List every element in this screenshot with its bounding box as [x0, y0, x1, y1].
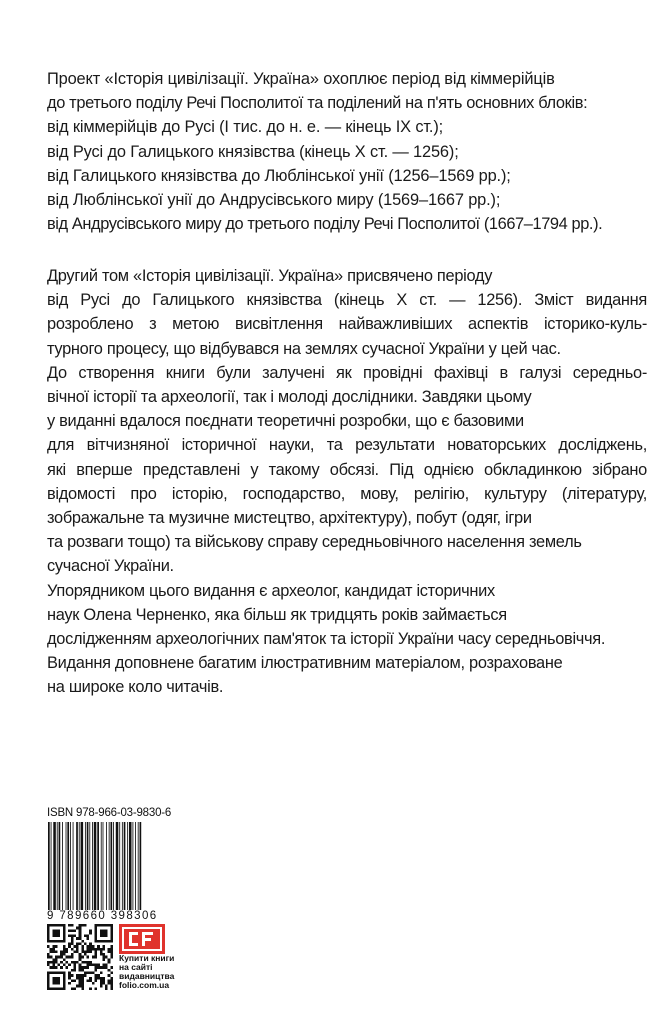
series-intro-paragraph	[47, 67, 647, 236]
text-line: Проект «Історія цивілізації. Україна» охоплює період від кіммерійців	[47, 70, 555, 88]
text-line: відомості про історію, господарство, мову, релігію, культуру (літературу,	[47, 484, 647, 503]
text-line: та розваги тощо) та військову справу середньовічного населення земель	[47, 533, 582, 552]
caption-line: folio.com.ua	[119, 980, 170, 990]
text-line: для вітчизняної історичної науки, та результати новаторських досліджень,	[47, 436, 647, 455]
isbn-label: ISBN 978-966-03-9830-6	[47, 807, 172, 819]
text-line: Видання доповнене багатим ілюстративним матеріалом, розраховане	[47, 654, 563, 673]
text-line: від Русі до Галицького князівства (кінець Х ст. — 1256);	[47, 142, 459, 161]
text-line: дослідженням археологічних пам'яток та історії України часу середньовіччя.	[47, 630, 606, 649]
barcode-digits: 9 789660 398306	[47, 910, 158, 922]
barcode-graphic	[47, 822, 171, 910]
caption-line: на сайті	[119, 962, 153, 972]
caption-line: Купити книги	[119, 953, 175, 963]
text-line: наук Олена Черненко, яка більш як тридцять років займається	[47, 605, 507, 624]
text-line: у виданні вдалося поєднати теоретичні розробки, що є базовими	[47, 412, 524, 431]
volume-description-paragraph	[47, 264, 647, 700]
text-line: від Андрусівського миру до третього поділу Речі Посполитої (1667–1794 рр.).	[47, 215, 603, 234]
text-line: від Люблінської унії до Андрусівського миру (1569–1667 рр.);	[47, 191, 501, 210]
text-line: турного процесу, що відбувався на землях сучасної України у цей час.	[47, 339, 561, 358]
text-line: від кіммерійців до Русі (І тис. до н. е. — кінець ІХ ст.);	[47, 118, 444, 137]
text-line: на широке коло читачів.	[47, 678, 224, 697]
publisher-logo-icon	[119, 924, 165, 954]
text-line: зображальне та музичне мистецтво, архітектуру), побут (одяг, ігри	[47, 509, 532, 528]
text-line: від Русі до Галицького князівства (кінець Х ст. — 1256). Зміст видання	[47, 291, 647, 310]
qr-code-icon	[47, 924, 113, 990]
barcode	[47, 822, 171, 910]
text-line: Другий том «Історія цивілізації. Україна» присвячено періоду	[47, 267, 493, 285]
text-line: До створення книги були залучені як провідні фахівці в галузі середньо-	[47, 363, 647, 382]
text-line: до третього поділу Речі Посполитої та поділений на п'ять основних блоків:	[47, 94, 588, 113]
text-line: які вперше представлені у такому обсязі. Під однією обкладинкою зібрано	[47, 460, 647, 479]
text-line: Упорядником цього видання є археолог, кандидат історичних	[47, 581, 495, 600]
buy-online-caption	[119, 953, 175, 990]
text-line: вічної історії та археології, так і молоді дослідники. Завдяки цьому	[47, 388, 532, 407]
text-line: від Галицького князівства до Люблінської унії (1256–1569 рр.);	[47, 166, 511, 185]
text-line: сучасної України.	[47, 557, 174, 576]
caption-line: видавництва	[119, 971, 175, 981]
text-line: розроблено з метою висвітлення найважливіших аспектів історико-куль-	[47, 315, 647, 334]
